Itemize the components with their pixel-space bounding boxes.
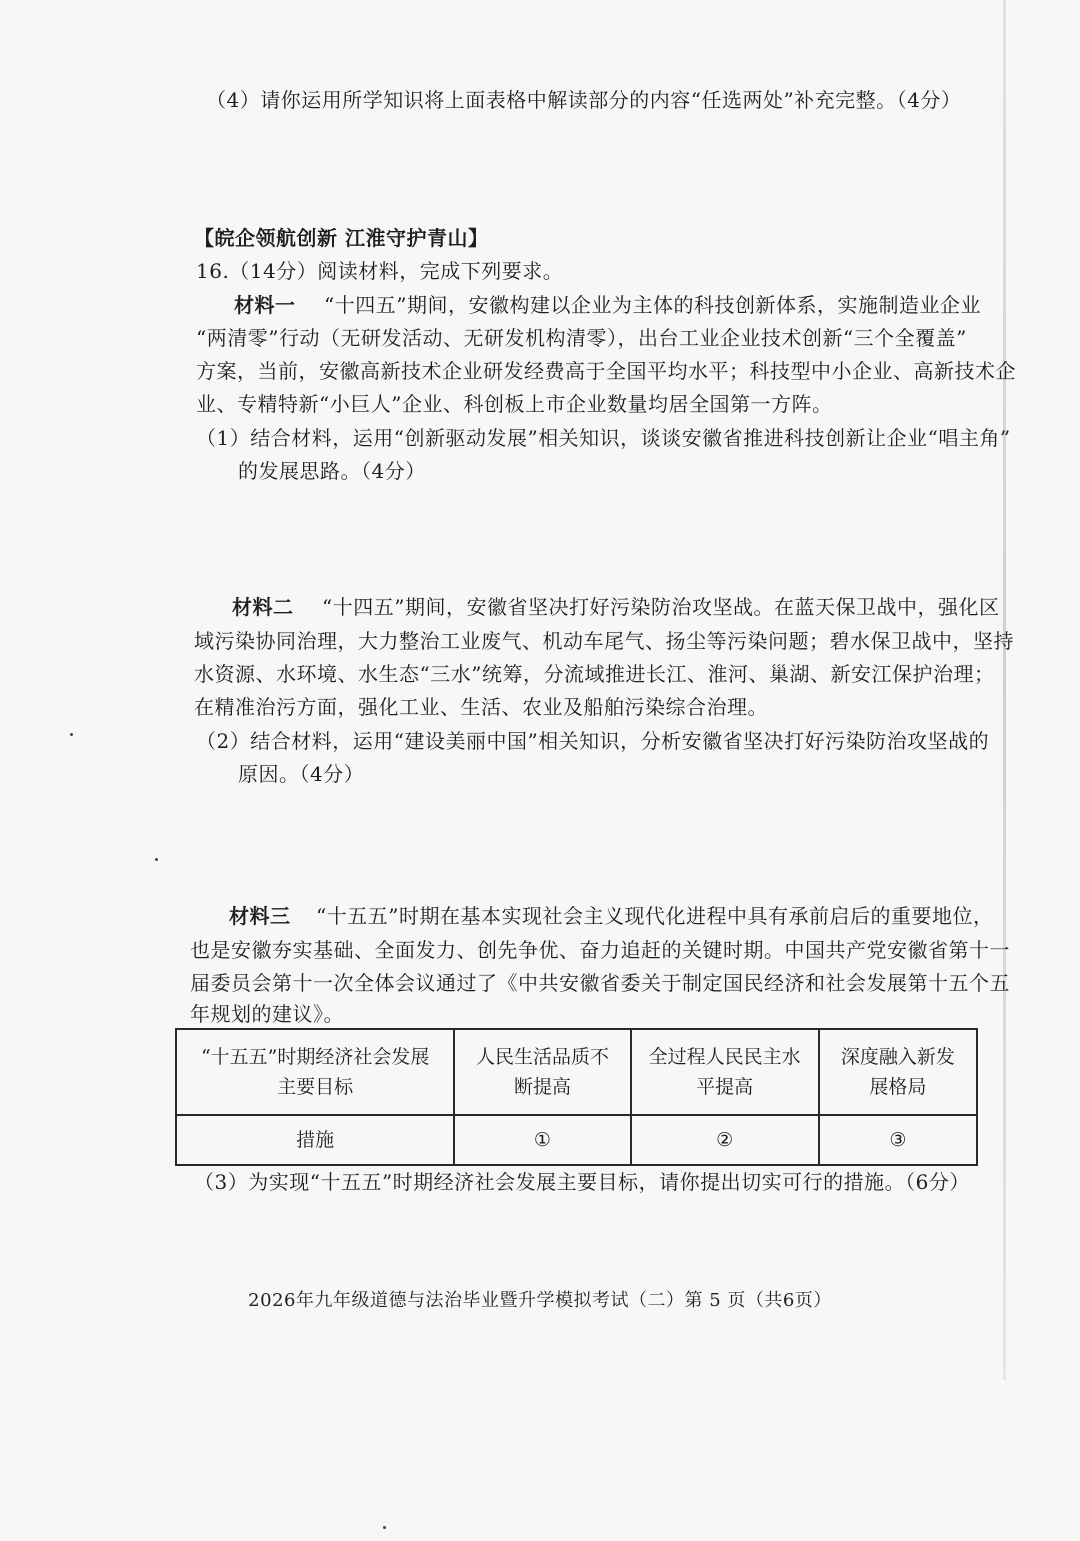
- section-title: 【皖企领航创新 江淮守护青山】: [194, 226, 489, 250]
- scan-speck: [70, 733, 73, 736]
- material-1-line: 业、专精特新“小巨人”企业、科创板上市企业数量均居全国第一方阵。: [196, 392, 833, 416]
- material-3-label: 材料三: [229, 904, 291, 928]
- blank-cell: ①: [454, 1115, 630, 1165]
- material-3-line: 也是安徽夯实基础、全面发力、创先争优、奋力追赶的关键时期。中国共产党安徽省第十一: [190, 938, 1010, 962]
- material-2-line: “十四五”期间，安徽省坚决打好污染防治攻坚战。在蓝天保卫战中，强化区: [322, 595, 1000, 619]
- scan-speck: [383, 1526, 386, 1529]
- table-row: [176, 1029, 977, 1115]
- measures-label-cell: 措施: [176, 1115, 454, 1165]
- question-2-prompt: （2）结合材料，运用“建设美丽中国”相关知识，分析安徽省坚决打好污染防治攻坚战的: [196, 729, 990, 753]
- material-1-line: 方案，当前，安徽高新技术企业研发经费高于全国平均水平；科技型中小企业、高新技术企: [196, 359, 1016, 383]
- material-3-line: “十五五”时期在基本实现社会主义现代化进程中具有承前启后的重要地位，: [316, 904, 994, 928]
- material-1-line: “两清零”行动（无研发活动、无研发机构清零），出台工业企业技术创新“三个全覆盖”: [196, 326, 967, 350]
- material-2-label: 材料二: [232, 595, 294, 619]
- question-1-prompt-cont: 的发展思路。（4分）: [238, 459, 426, 483]
- material-1-line: “十四五”期间，安徽构建以企业为主体的科技创新体系，实施制造业企业: [324, 293, 981, 317]
- scan-speck: [155, 858, 158, 861]
- table-row: [176, 1115, 977, 1165]
- material-3-line: 届委员会第十一次全体会议通过了《中共安徽省委关于制定国民经济和社会发展第十五个五: [190, 971, 1010, 995]
- material-2-line: 在精准治污方面，强化工业、生活、农业及船舶污染综合治理。: [194, 695, 768, 719]
- question-3-prompt: （3）为实现“十五五”时期经济社会发展主要目标，请你提出切实可行的措施。（6分）: [194, 1170, 970, 1194]
- blank-cell: ③: [819, 1115, 977, 1165]
- material-2-line: 水资源、水环境、水生态“三水”统筹，分流域推进长江、淮河、巢湖、新安江保护治理；: [194, 662, 995, 686]
- material-3-line: 年规划的建议》。: [190, 1002, 344, 1026]
- question-16-header: 16.（14分）阅读材料，完成下列要求。: [196, 259, 564, 283]
- material-2-line: 域污染协同治理，大力整治工业废气、机动车尾气、扬尘等污染问题；碧水保卫战中，坚持: [194, 629, 1014, 653]
- page-footer: 2026年九年级道德与法治毕业暨升学模拟考试（二）第 5 页（共6页）: [248, 1290, 832, 1311]
- material-1-label: 材料一: [234, 293, 296, 317]
- question-2-prompt-cont: 原因。（4分）: [238, 762, 365, 786]
- page-edge-shadow: [1003, 0, 1006, 1380]
- goal-cell: 人民生活品质不 断提高: [454, 1029, 630, 1115]
- table-header-cell: “十五五”时期经济社会发展 主要目标: [176, 1029, 454, 1115]
- question-1-prompt: （1）结合材料，运用“创新驱动发展”相关知识，谈谈安徽省推进科技创新让企业“唱主角”: [196, 426, 1011, 450]
- question-4-prompt: （4）请你运用所学知识将上面表格中解读部分的内容“任选两处”补充完整。（4分）: [206, 88, 962, 112]
- goal-cell: 全过程人民民主水 平提高: [631, 1029, 819, 1115]
- goals-table: [175, 1028, 978, 1166]
- goal-cell: 深度融入新发 展格局: [819, 1029, 977, 1115]
- blank-cell: ②: [631, 1115, 819, 1165]
